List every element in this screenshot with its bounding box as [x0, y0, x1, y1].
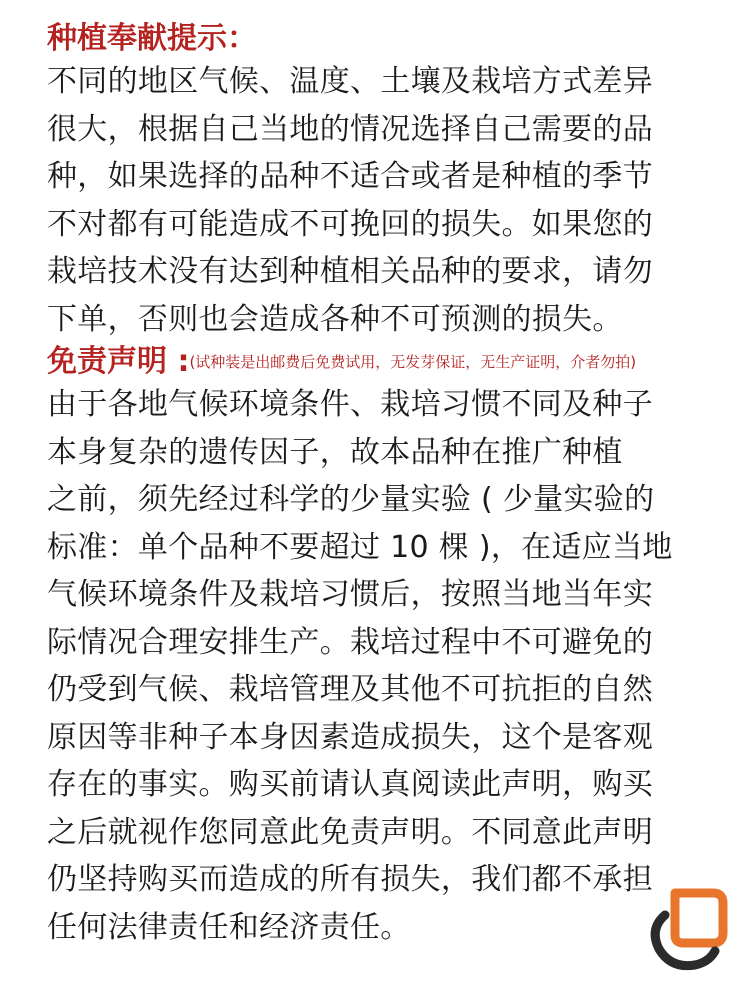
section-heading-disclaimer [47, 343, 737, 381]
document [47, 20, 737, 951]
text-line: 栽培技术没有达到种植相关品种的要求，请勿 [47, 254, 653, 289]
trial-pack-note: (试种装是出邮费后免费试用，无发芽保证，无生产证明，介者勿拍) [189, 353, 637, 371]
text-line: 之前，须先经过科学的少量实验 ( 少量实验的 [47, 482, 655, 517]
text-line: 标准：单个品种不要超过 10 棵 )，在适应当地 [47, 529, 673, 565]
text-line: 不同的地区气候、温度、土壤及栽培方式差异 [47, 64, 653, 99]
text-line: 原因等非种子本身因素造成损失，这个是客观 [47, 719, 653, 755]
text-line: 由于各地气候环境条件、栽培习惯不同及种子 [47, 387, 653, 422]
disclaimer-body [47, 381, 737, 951]
text-line: 任何法律责任和经济责任。 [47, 909, 411, 945]
text-line: 种，如果选择的品种不适合或者是种植的季节 [47, 159, 653, 194]
text-line: 仍坚持购买而造成的所有损失，我们都不承担 [47, 862, 653, 897]
text-line: 仍受到气候、栽培管理及其他不可抗拒的自然 [47, 672, 653, 707]
text-line: 存在的事实。购买前请认真阅读此声明，购买 [47, 767, 653, 802]
text-line: 际情况合理安排生产。栽培过程中不可避免的 [47, 624, 653, 660]
text-line: 本身复杂的遗传因子，故本品种在推广种植 [47, 434, 623, 470]
text-line: 很大，根据自己当地的情况选择自己需要的品 [47, 111, 653, 147]
text-line: 下单，否则也会造成各种不可预测的损失。 [47, 301, 623, 337]
section-heading-planting-tips: 种植奉献提示： [47, 21, 257, 56]
text-line: 不对都有可能造成不可挽回的损失。如果您的 [47, 206, 653, 242]
disclaimer-title: 免责声明 : [47, 344, 190, 379]
planting-tips-body [47, 58, 737, 343]
logo-watermark-icon [643, 885, 731, 973]
text-line: 之后就视作您同意此免责声明。不同意此声明 [47, 814, 653, 850]
text-line: 气候环境条件及栽培习惯后，按照当地当年实 [47, 577, 653, 612]
